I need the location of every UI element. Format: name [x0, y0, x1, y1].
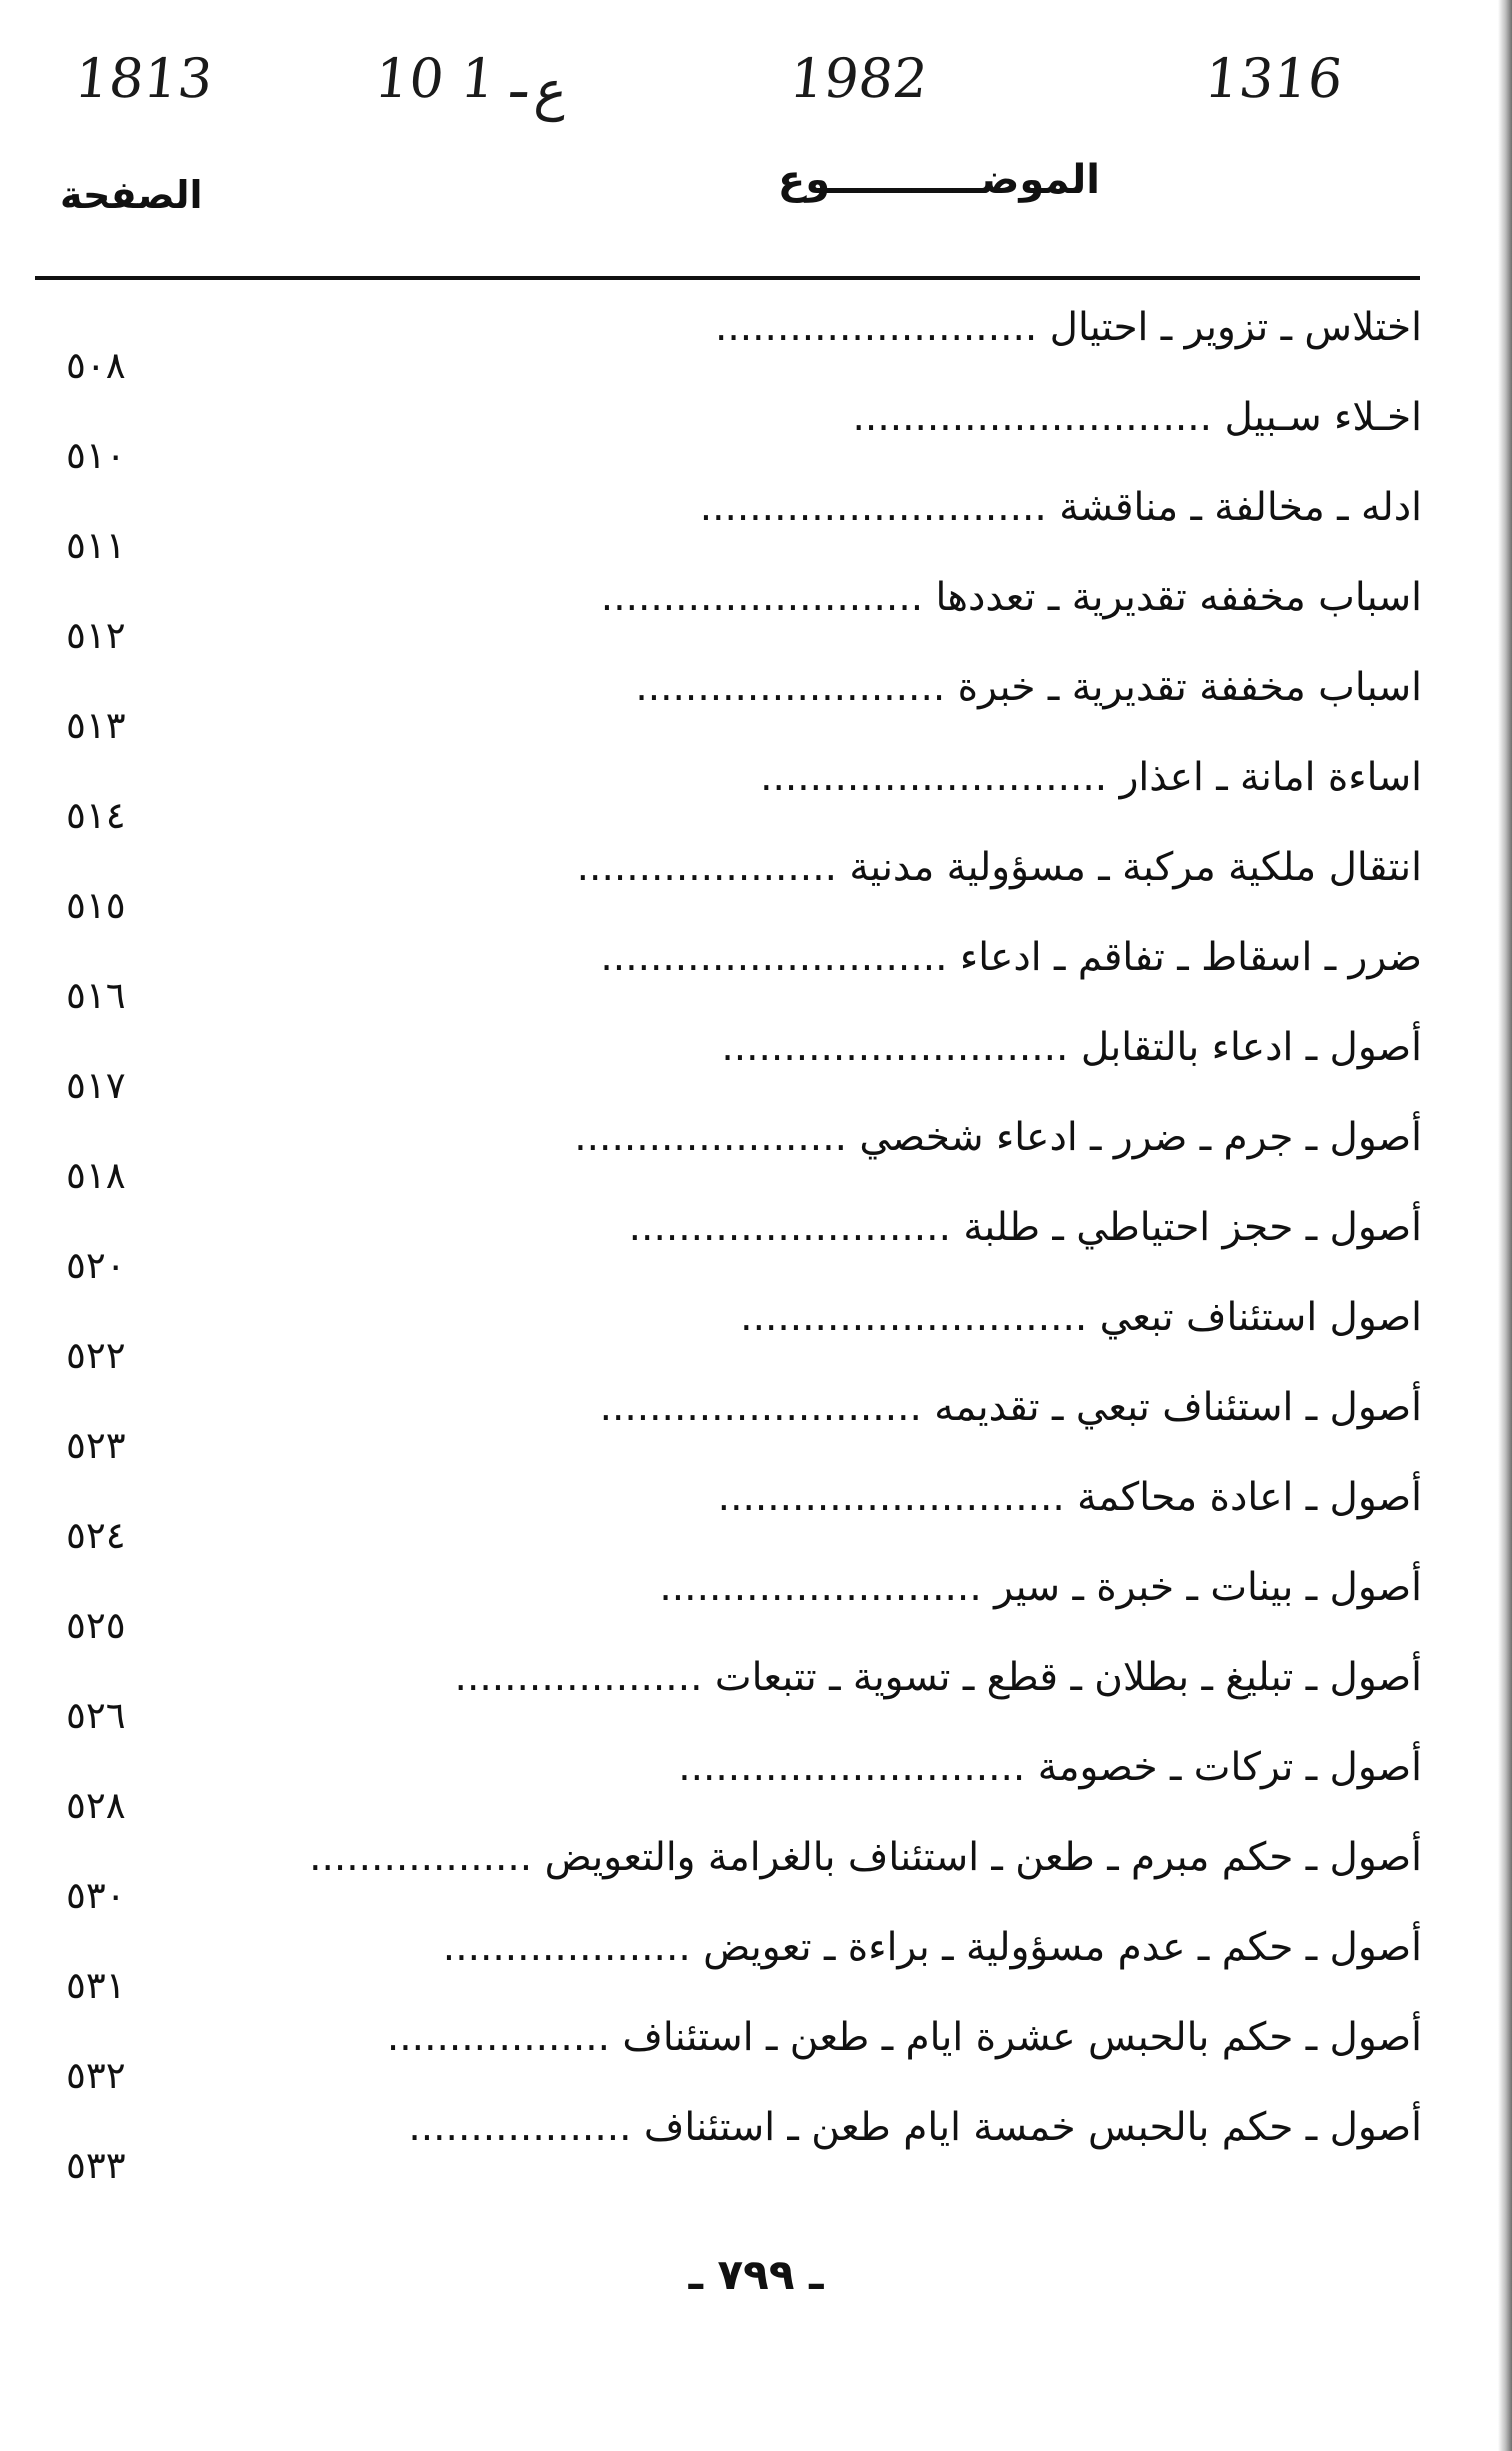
entry-topic: أصول ـ حكم بالحبس عشرة ايام ـ طعن ـ استئناف ..................	[386, 2015, 1422, 2060]
entry-topic: أصول ـ جرم ـ ضرر ـ ادعاء شخصي ......................	[574, 1115, 1422, 1160]
index-entry	[0, 570, 1512, 660]
footer-page-number: ـ ٧٩٩ ـ	[688, 2250, 824, 2299]
entry-page: ٥٢٥	[66, 1604, 126, 1647]
entry-topic: اسباب مخففه تقديرية ـ تعددها ..........................	[600, 575, 1422, 620]
index-list	[0, 300, 1512, 2190]
entry-page: ٥٣٠	[66, 1874, 126, 1917]
entry-topic: أصول ـ تركات ـ خصومة ............................	[678, 1745, 1422, 1790]
entry-topic: اصول استئناف تبعي ............................	[740, 1295, 1422, 1340]
index-entry	[0, 930, 1512, 1020]
page-column-header: الصفحة	[60, 173, 203, 217]
handwritten-note: 10 ـ 1	[371, 47, 532, 110]
index-entry	[0, 1380, 1512, 1470]
index-entry	[0, 300, 1512, 390]
entry-page: ٥٢٠	[66, 1244, 126, 1287]
index-entry	[0, 1830, 1512, 1920]
entry-page: ٥١١	[66, 524, 126, 567]
entry-topic: اسباب مخففة تقديرية ـ خبرة .........................	[635, 665, 1422, 710]
entry-page: ٥٠٨	[66, 344, 126, 387]
entry-page: ٥١٦	[66, 974, 126, 1017]
entry-topic: ادله ـ مخالفة ـ مناقشة ............................	[699, 485, 1422, 530]
index-entry	[0, 750, 1512, 840]
entry-topic: أصول ـ اعادة محاكمة ............................	[717, 1475, 1422, 1520]
entry-page: ٥١٧	[66, 1064, 126, 1107]
handwritten-note: 1316	[1201, 47, 1346, 110]
index-entry	[0, 660, 1512, 750]
handwritten-note: 1982	[786, 47, 931, 110]
header-divider	[35, 276, 1420, 280]
entry-page: ٥٢٨	[66, 1784, 126, 1827]
entry-topic: أصول ـ حجز احتياطي ـ طلبة ..........................	[628, 1205, 1422, 1250]
entry-topic: أصول ـ حكم ـ عدم مسؤولية ـ براءة ـ تعويض ....................	[442, 1925, 1422, 1970]
index-entry	[0, 2010, 1512, 2100]
entry-page: ٥١٠	[66, 434, 126, 477]
entry-page: ٥١٤	[66, 794, 126, 837]
entry-topic: ضرر ـ اسقاط ـ تفاقم ـ ادعاء ............................	[600, 935, 1422, 980]
index-entry	[0, 1920, 1512, 2010]
entry-topic: أصول ـ تبليغ ـ بطلان ـ قطع ـ تسوية ـ تتبعات ....................	[454, 1655, 1422, 1700]
topic-column-header: الموضـــــــــــوع	[777, 157, 1100, 203]
handwritten-note: ع	[531, 59, 571, 122]
entry-page: ٥٣٢	[66, 2054, 126, 2097]
entry-page: ٥٢٦	[66, 1694, 126, 1737]
index-entry	[0, 1110, 1512, 1200]
entry-page: ٥٢٤	[66, 1514, 126, 1557]
index-entry	[0, 1020, 1512, 1110]
entry-topic: أصول ـ ادعاء بالتقابل ............................	[721, 1025, 1422, 1070]
index-entry	[0, 390, 1512, 480]
entry-page: ٥١٣	[66, 704, 126, 747]
entry-page: ٥٣٣	[66, 2144, 126, 2187]
index-entry	[0, 480, 1512, 570]
index-entry	[0, 1200, 1512, 1290]
entry-topic: أصول ـ حكم بالحبس خمسة ايام طعن ـ استئناف ..................	[408, 2105, 1422, 2150]
entry-topic: اساءة امانة ـ اعذار ............................	[760, 755, 1422, 800]
index-entry	[0, 1470, 1512, 1560]
index-entry	[0, 1560, 1512, 1650]
index-entry	[0, 1290, 1512, 1380]
index-entry	[0, 1650, 1512, 1740]
index-entry	[0, 1740, 1512, 1830]
entry-page: ٥١٥	[66, 884, 126, 927]
entry-page: ٥٢٢	[66, 1334, 126, 1377]
handwritten-note: 1813	[71, 47, 216, 110]
entry-topic: أصول ـ استئناف تبعي ـ تقديمه ..........................	[599, 1385, 1422, 1430]
index-entry	[0, 840, 1512, 930]
entry-page: ٥١٨	[66, 1154, 126, 1197]
entry-page: ٥١٢	[66, 614, 126, 657]
entry-topic: أصول ـ حكم مبرم ـ طعن ـ استئناف بالغرامة والتعويض ..................	[309, 1835, 1422, 1880]
entry-page: ٥٣١	[66, 1964, 126, 2007]
entry-topic: انتقال ملكية مركبة ـ مسؤولية مدنية .....................	[576, 845, 1422, 890]
entry-topic: اخـلاء سـبيل .............................	[852, 395, 1422, 440]
entry-page: ٥٢٣	[66, 1424, 126, 1467]
entry-topic: أصول ـ بينات ـ خبرة ـ سير ..........................	[659, 1565, 1422, 1610]
entry-topic: اختلاس ـ تزوير ـ احتيال ..........................	[714, 305, 1422, 350]
index-entry	[0, 2100, 1512, 2190]
